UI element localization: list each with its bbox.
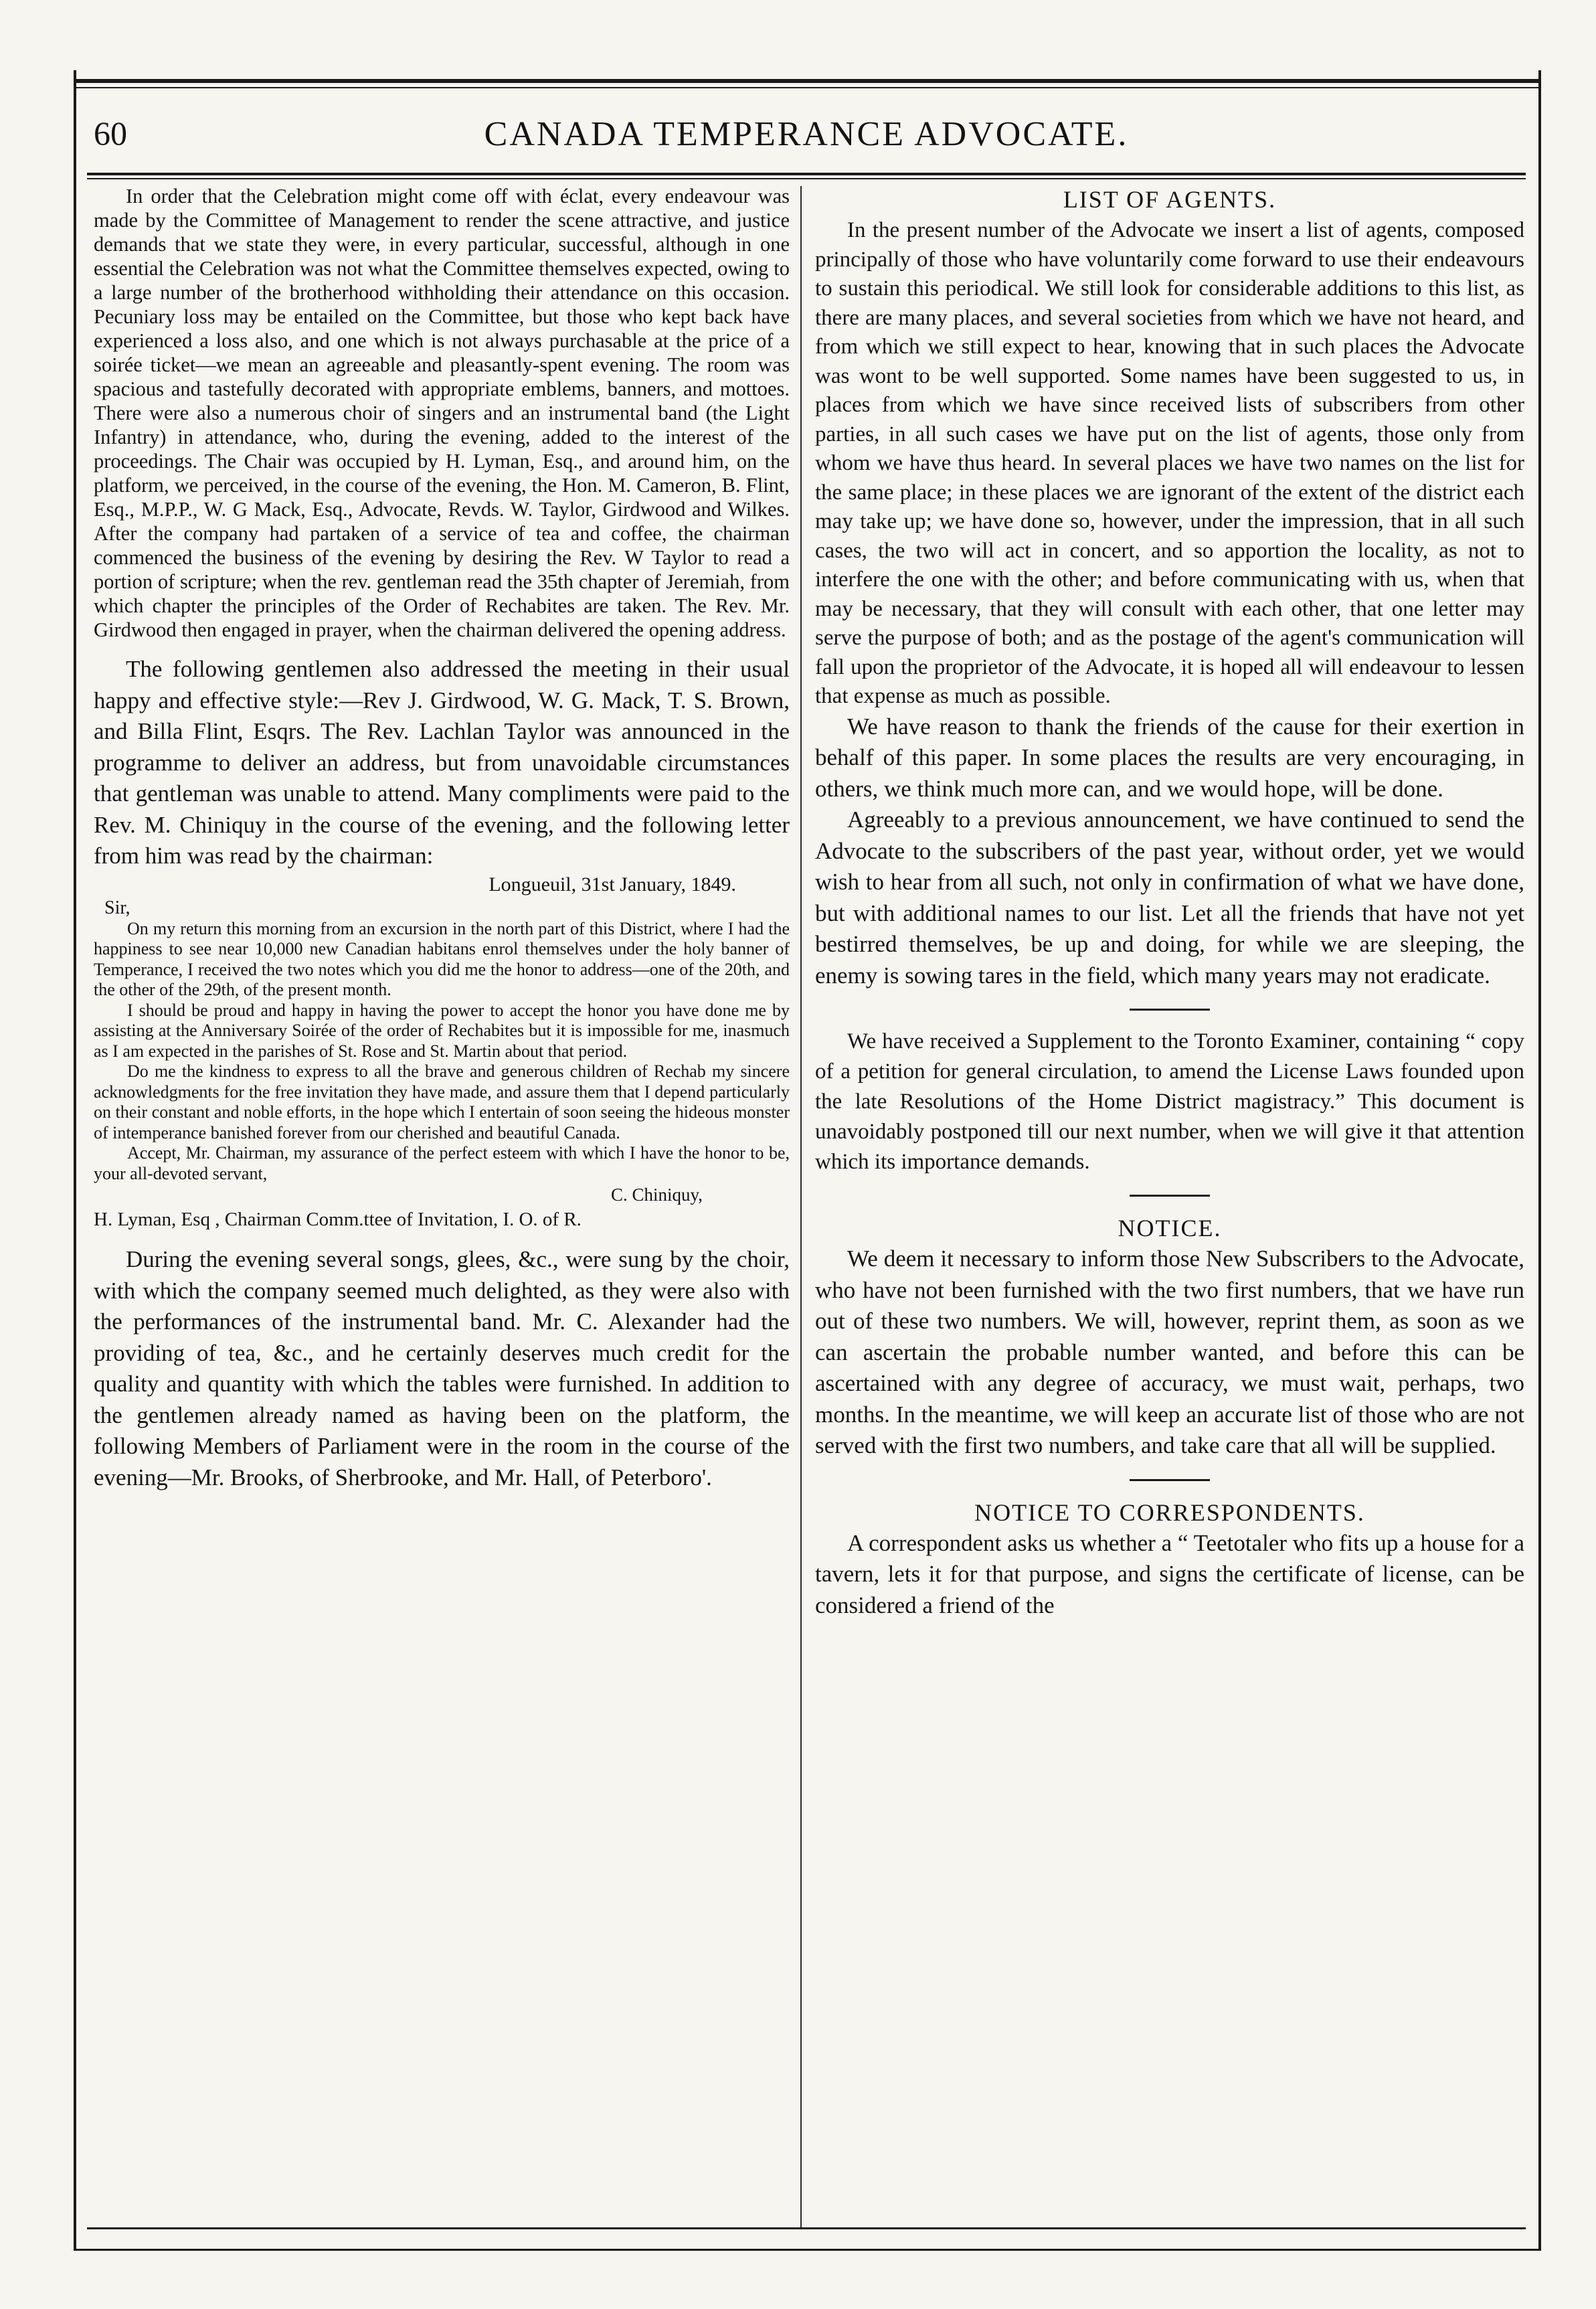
- agents-heading: LIST OF AGENTS.: [1063, 186, 1277, 213]
- celebration-paragraph: In order that the Celebration might come off with éclat, every endeavour was made by the Committee of Management to render the scene attractive, and justice demands that we state they were, in every particular, successful, although in one essential the Celebration was not what the Committee themselves expected, owing to a large number of the brotherhood withholding their attendance on this occasion. Pecuniary loss may be entailed on the Committee, but those who kept back have experienced a loss also, and one which is not always purchasable at the price of a soirée ticket—we mean an agreeable and pleasantly-spent evening. The room was spacious and tastefully decorated with appropriate emblems, banners, and mottoes. There were also a numerous choir of singers and an instrumental band (the Light Infantry) in attendance, who, during the evening, added to the interest of the proceedings. The Chair was occupied by H. Lyman, Esq., and around him, on the platform, we perceived, in the course of the evening, the Hon. M. Cameron, B. Flint, Esq., M.P.P., W. G Mack, Esq., Advocate, Revds. W. Taylor, Girdwood and Wilkes. After the company had partaken of a service of tea and coffee, the chairman commenced the business of the evening by desiring the Rev. W Taylor to read a portion of scripture; when the rev. gentleman read the 35th chapter of Jeremiah, from which chapter the principles of the Order of Rechabites are taken. The Rev. Mr. Girdwood then engaged in prayer, when the chairman delivered the opening address.: [94, 185, 790, 641]
- letter-addressee: H. Lyman, Esq , Chairman Comm.ttee of Invitation, I. O. of R.: [94, 1209, 582, 1230]
- header-rule: [87, 173, 1526, 175]
- notice-paragraph: We deem it necessary to inform those New Subscribers to the Advocate, who have not been furnished with the two first numbers, that we have run out of these two numbers. We will, however, reprint them, as soon as we can ascertain the probable number wanted, and before this can be ascertained with any degree of accuracy, we must wait, perhaps, two months. In the meantime, we will keep an accurate list of those who are not served with the first two numbers, and take care that all will be supplied.: [815, 1246, 1524, 1458]
- letter-paragraph: On my return this morning from an excursion in the north part of this District, where I had the happiness to see near 10,000 new Canadian habitans enrol themselves under the holy banner of Temperance, I received the two notes which you did me the honor to address—one of the 20th, and the other of the 29th, of the present month.: [94, 918, 790, 999]
- examiner-paragraph: We have received a Supplement to the Toronto Examiner, containing “ copy of a petition for general circulation, to amend the License Laws founded upon the late Resolutions of the Home District magistracy.” This document is unavoidably postponed till our next number, when we will give it that attention which its importance demands.: [815, 1029, 1524, 1174]
- agents-paragraph: In the present number of the Advocate we insert a list of agents, composed principally of those who have voluntarily come forward to use their endeavours to sustain this periodical. We still look for considerable additions to this list, as there are many places, and several societies from which we have not heard, and from which we still expect to hear, knowing that in such places the Advocate was wont to be well supported. Some names have been suggested to us, in places from which we have since received lists of subscribers from other parties, in all such cases we have put on the list of agents, those only from whom we have thus heard. In several places we have two names on the list for the same place; in these places we are ignorant of the extent of the district each may take up; we have done so, however, under the impression, that in all such cases, the two will act in concert, and so apportion the locality, as not to interfere the one with the other; and before communicating with us, when that may be necessary, that they will consult with each other, that one letter may serve the purpose of both; and as the postage of the agent's communication will fall upon the proprietor of the Advocate, it is hoped all will endeavour to lessen that expense as much as possible.: [815, 218, 1524, 708]
- evening-paragraph: During the evening several songs, glees, &c., were sung by the choir, with which the company seemed much delighted, as they were also with the performances of the instrumental band. Mr. C. Alexander had the providing of tea, &c., and he certainly deserves much credit for the quality and quantity with which the tables were furnished. In addition to the gentlemen already named as having been on the platform, the following Members of Parliament were in the room in the course of the evening—Mr. Brooks, of Sherbrooke, and Mr. Hall, of Peterboro'.: [94, 1246, 790, 1490]
- agents-paragraph: Agreeably to a previous announcement, we have continued to send the Advocate to the subscribers of the past year, without order, yet we would wish to hear from all such, not only in confirmation of what we have done, but with additional names to our list. Let all the friends that have not yet bestirred themselves, be up and doing, for while we are sleeping, the enemy is sowing tares in the field, which many years may not eradicate.: [815, 806, 1524, 989]
- bottom-rule: [87, 2227, 1526, 2229]
- top-border: [74, 79, 1538, 83]
- speakers-paragraph: The following gentlemen also addressed the meeting in their usual happy and effective style:—Rev J. Girdwood, W. G. Mack, T. S. Brown, and Billa Flint, Esqrs. The Rev. Lachlan Taylor was announced in the programme to deliver an address, but from unavoidable circumstances that gentleman was unable to attend. Many compliments were paid to the Rev. M. Chiniquy in the course of the evening, and the following letter from him was read by the chairman:: [94, 656, 790, 869]
- header-rule-thin: [87, 178, 1526, 179]
- left-column: [94, 184, 790, 2229]
- letter-salutation: Sir,: [104, 897, 130, 918]
- correspondents-paragraph: A correspondent asks us whether a “ Teetotaler who fits up a house for a tavern, lets it for that purpose, and signs the certificate of license, can be considered a friend of the: [815, 1529, 1524, 1618]
- page-header: [87, 107, 1526, 161]
- masthead-title: CANADA TEMPERANCE ADVOCATE.: [484, 114, 1129, 153]
- section-rule: [1130, 1009, 1210, 1011]
- notice-heading: NOTICE.: [1118, 1215, 1222, 1242]
- letter-paragraph: I should be proud and happy in having the power to accept the honor you have done me by assisting at the Anniversary Soirée of the order of Rechabites but it is impossible for me, inasmuch as I am expected in the parishes of St. Rose and St. Martin about that period.: [94, 1000, 790, 1061]
- letter-dateline: Longueuil, 31st January, 1849.: [489, 873, 736, 895]
- right-column: [815, 184, 1524, 2229]
- page-number: 60: [94, 114, 127, 152]
- letter-paragraph: Accept, Mr. Chairman, my assurance of the perfect esteem with which I have the honor to be, your all-devoted servant,: [94, 1143, 790, 1183]
- letter-signature: C. Chiniquy,: [610, 1185, 703, 1205]
- top-border-thin: [74, 87, 1538, 88]
- letter-paragraph: Do me the kindness to express to all the brave and generous children of Rechab my sincere acknowledgments for the free invitation they have made, and assure them that I depend particularly on their constant and noble efforts, in the hope which I entertain of soon seeing the hideous monster of intemperance banished forever from our cherished and beautiful Canada.: [94, 1061, 790, 1142]
- column-divider: [800, 186, 802, 2227]
- section-rule: [1130, 1195, 1210, 1197]
- agents-paragraph: We have reason to thank the friends of the cause for their exertion in behalf of this paper. In some places the results are very encouraging, in others, we think much more can, and we would hope, will be done.: [815, 713, 1524, 802]
- correspondents-heading: NOTICE TO CORRESPONDENTS.: [974, 1499, 1365, 1526]
- section-rule: [1130, 1479, 1210, 1481]
